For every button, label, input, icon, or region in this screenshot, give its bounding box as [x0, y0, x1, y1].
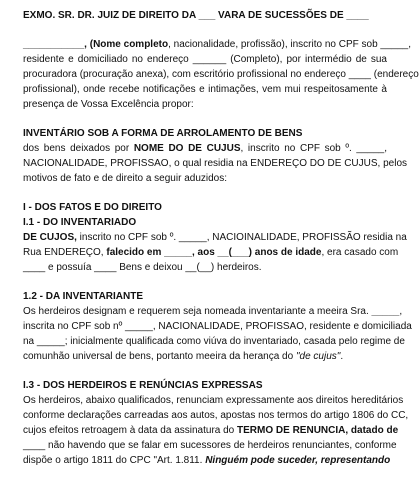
intro-line-2: residente e domiciliado no endereço ______ (Completo), por intermédio de sua	[23, 54, 387, 65]
administrator-line-1-start: Os herdeiros designam e requerem seja nomeada inventariante a meeira Sra.	[23, 306, 369, 317]
title-line-1	[23, 141, 387, 156]
heirs-line-5	[23, 453, 391, 468]
section-heirs-heading: I.3 - DOS HERDEIROS E RENÚNCIAS EXPRESSAS	[23, 380, 263, 391]
title-line-2: NACIONALIDADE, PROFISSAO, o qual residia na ENDEREÇO DO DE CUJUS, pelos	[23, 158, 408, 169]
facts-line-1	[23, 230, 407, 245]
section-facts	[23, 200, 407, 275]
intro-line-4: profissional), onde recebe notificações e intimações, vem mui respeitosamente à	[23, 84, 387, 95]
administrator-line-4-start: comunhão universal de bens, portanto meeira da herança do	[23, 351, 294, 362]
intro-paragraph	[23, 37, 419, 112]
de-cujus-name: NOME DO DE CUJUS	[133, 143, 241, 154]
intro-line-1	[23, 37, 412, 52]
heirs-line-1: Os herdeiros, abaixo qualificados, renunciam expressamente aos direitos hereditários	[23, 395, 404, 406]
intro-line-1-rest: , nacionalidade, profissão), inscrito no CPF sob _____,	[168, 39, 412, 50]
administrator-line-1	[23, 304, 403, 319]
section-administrator	[23, 289, 412, 364]
inventory-title: INVENTÁRIO SOB A FORMA DE ARROLAMENTO DE BENS	[23, 128, 303, 139]
heirs-line-4: ____ não havendo que se falar em sucessores de herdeiros renunciantes, conforme	[23, 440, 397, 451]
section-administrator-heading: 1.2 - DA INVENTARIANTE	[23, 291, 144, 302]
facts-line-3: ____ e possuía ____ Bens e deixou __(__) herdeiros.	[23, 262, 262, 273]
inventory-title-block	[23, 126, 408, 186]
title-line-3: motivos de fato e de direito a seguir aduzidos:	[23, 173, 228, 184]
heirs-line-5-start: dispõe o artigo 1811 do CPC "Art. 1.811.	[23, 455, 203, 466]
death-info: falecido em _____, aos __(___) anos de idade	[106, 247, 322, 258]
de-cujos-label: DE CUJOS,	[23, 232, 77, 243]
title-line-1-start: dos bens deixados por	[23, 143, 130, 154]
section-heirs	[23, 378, 409, 468]
administrator-name-blank: _____	[371, 306, 400, 317]
court-address-heading: EXMO. SR. DR. JUIZ DE DIREITO DA ___ VARA DE SUCESSÕES DE ____	[23, 10, 369, 21]
administrator-line-4	[23, 349, 387, 364]
intro-line-3: procuradora (procuração anexa), com escritório profissional no endereço ____ (endereço	[23, 69, 419, 80]
administrator-line-2: inscrita no CPF sob nº _____, NACIONALIDADE, PROFISSAO, residente e domiciliada	[23, 321, 412, 332]
article-quote: Ninguém pode suceder, representando	[205, 455, 391, 466]
facts-line-2	[23, 245, 399, 260]
subsection-deceased-heading: I.1 - DO INVENTARIADO	[23, 217, 137, 228]
blank-name-field: ___________,	[23, 39, 87, 50]
administrator-line-4-end: .	[340, 351, 344, 362]
facts-line-1-rest: inscrito no CPF sob º. _____, NACIOINALIDADE, PROFISSÃO residia na	[76, 232, 407, 243]
administrator-line-1-end: ,	[399, 306, 403, 317]
full-name-label: (Nome completo	[89, 39, 169, 50]
de-cujus-quote: "de cujus"	[295, 351, 341, 362]
heirs-line-3-start: cujos efeitos retroagem à data da assinatura do	[23, 425, 235, 436]
facts-line-2-rest: , era casado com	[321, 247, 399, 258]
heirs-line-2: conforme declarações carreadas aos autos, apostas nos termos do artigo 1806 do CC,	[23, 410, 409, 421]
administrator-line-3: na _____; inicialmente qualificada como viúva do inventariado, casada pelo regime de	[23, 336, 405, 347]
facts-line-2-start: Rua ENDEREÇO,	[23, 247, 104, 258]
intro-line-5: presença de Vossa Excelência propor:	[23, 99, 194, 110]
title-line-1-rest: , inscrito no CPF sob º. _____,	[240, 143, 388, 154]
heirs-line-3	[23, 423, 399, 438]
section-facts-heading: I - DOS FATOS E DO DIREITO	[23, 202, 162, 213]
renunciation-term: TERMO DE RENUNCIA, datado de	[237, 425, 399, 436]
